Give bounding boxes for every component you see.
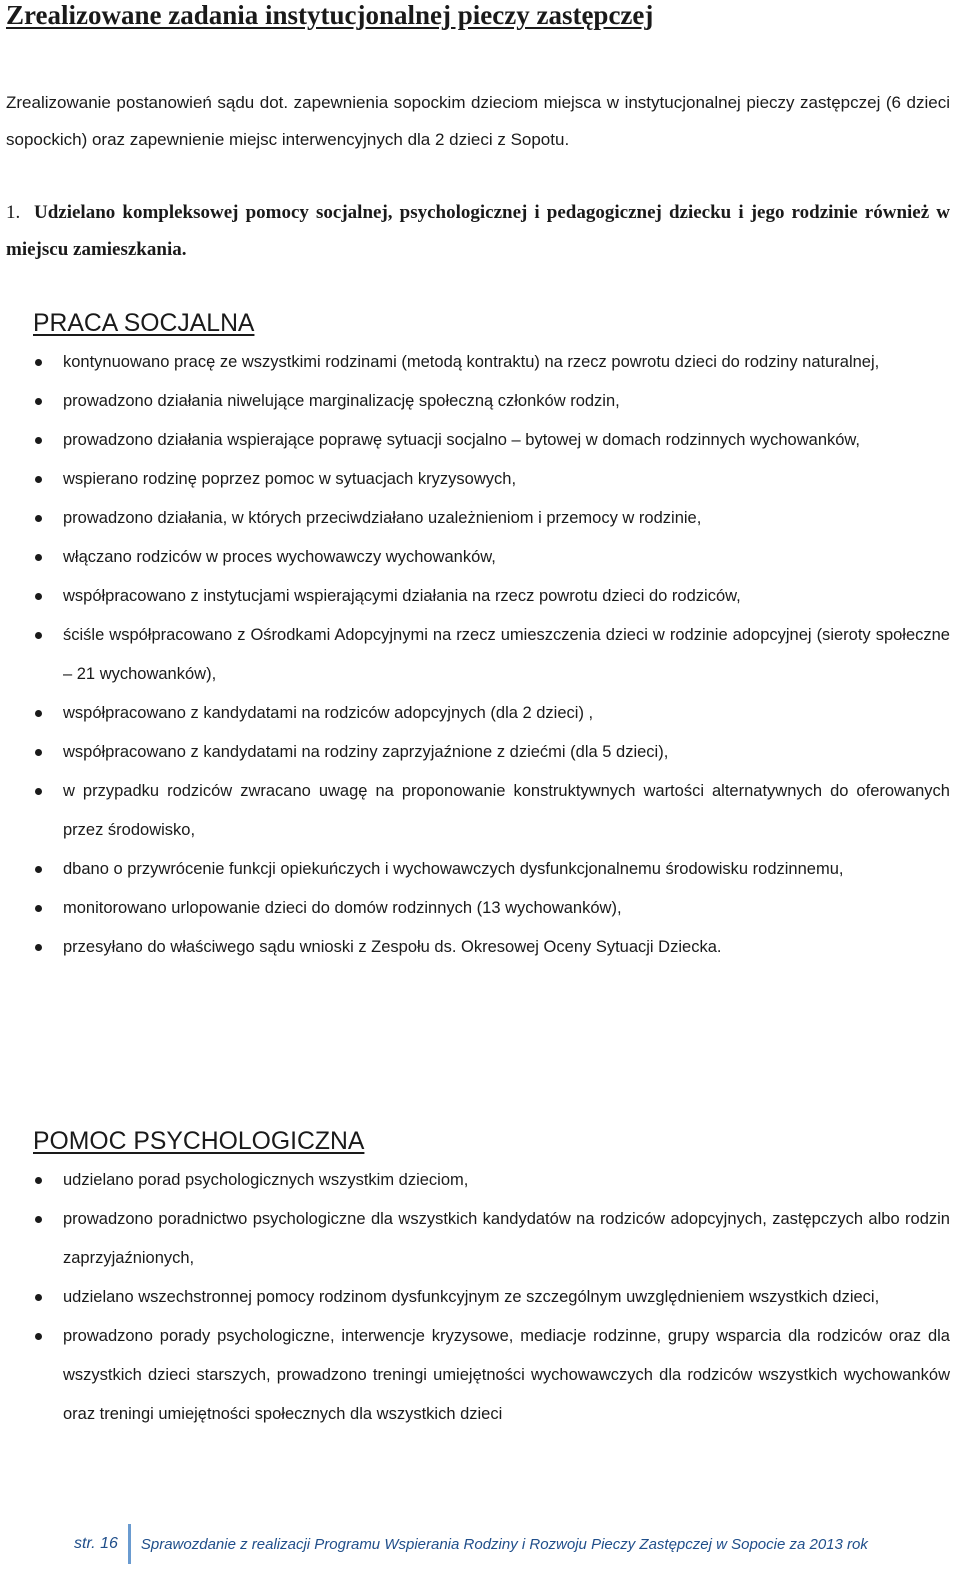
list-item-text: ściśle współpracowano z Ośrodkami Adopcyjnymi na rzecz umieszczenia dzieci w rodzinie adopcyjnej (sieroty społeczne – 21 wychowanków), bbox=[63, 626, 950, 683]
list-item-text: prowadzono porady psychologiczne, interwencje kryzysowe, mediacje rodzinne, grupy wsparcia dla rodziców oraz dla wszystkich dzieci starszych, prowadzono treningi umiejętności wychowawczych dla rodziców wszystkich wychowanków oraz treningi umiejętności społecznych dla wszystkich dzieci bbox=[63, 1327, 950, 1423]
section-heading: PRACA SOCJALNA bbox=[33, 310, 255, 337]
section-praca-socjalna bbox=[33, 304, 950, 967]
footer-divider bbox=[128, 1524, 131, 1564]
list-item bbox=[33, 733, 950, 772]
list-item-text: dbano o przywrócenie funkcji opiekuńczych i wychowawczych dysfunkcjonalnemu środowisku rodzinnemu, bbox=[63, 860, 844, 878]
list-item-text: monitorowano urlopowanie dzieci do domów rodzinnych (13 wychowanków), bbox=[63, 899, 622, 917]
bullet-icon bbox=[35, 359, 42, 366]
list-item bbox=[33, 499, 950, 538]
list-item-text: współpracowano z kandydatami na rodziny zaprzyjaźnione z dziećmi (dla 5 dzieci), bbox=[63, 743, 669, 761]
page-title: Zrealizowane zadania instytucjonalnej pieczy zastępczej bbox=[6, 0, 654, 30]
list-item bbox=[33, 850, 950, 889]
list-item bbox=[33, 343, 950, 382]
bullet-icon bbox=[35, 710, 42, 717]
bullet-icon bbox=[35, 944, 42, 951]
bullet-icon bbox=[35, 632, 42, 639]
bullet-icon bbox=[35, 749, 42, 756]
bullet-icon bbox=[35, 905, 42, 912]
intro-paragraph: Zrealizowanie postanowień sądu dot. zapewnienia sopockim dzieciom miejsca w instytucjonalnej pieczy zastępczej (6 dzieci sopockich) oraz zapewnienie miejsc interwencyjnych dla 2 dzieci z Sopotu. bbox=[6, 93, 950, 149]
section-heading: POMOC PSYCHOLOGICZNA bbox=[33, 1128, 365, 1155]
list-item bbox=[33, 382, 950, 421]
bullet-icon bbox=[35, 1177, 42, 1184]
page-number: str. 16 bbox=[74, 1535, 118, 1552]
bullet-icon bbox=[35, 1216, 42, 1223]
bullet-list bbox=[33, 1161, 950, 1434]
list-item-text: współpracowano z instytucjami wspierającymi działania na rzecz powrotu dzieci do rodziców, bbox=[63, 587, 741, 605]
bullet-icon bbox=[35, 476, 42, 483]
list-item-text: prowadzono działania wspierające poprawę sytuacji socjalno – bytowej w domach rodzinnych wychowanków, bbox=[63, 431, 861, 449]
list-item-text: przesyłano do właściwego sądu wnioski z Zespołu ds. Okresowej Oceny Sytuacji Dziecka. bbox=[63, 938, 722, 956]
list-item-text: w przypadku rodziców zwracano uwagę na proponowanie konstruktywnych wartości alternatywnych do oferowanych przez środowisko, bbox=[63, 782, 950, 839]
list-item bbox=[33, 616, 950, 694]
list-item bbox=[33, 460, 950, 499]
list-item bbox=[33, 889, 950, 928]
list-item bbox=[33, 928, 950, 967]
numbered-point bbox=[6, 194, 950, 268]
bullet-icon bbox=[35, 515, 42, 522]
list-item-text: prowadzono poradnictwo psychologiczne dla wszystkich kandydatów na rodziców adopcyjnych, zastępczych albo rodzin zaprzyjaźnionych, bbox=[63, 1210, 950, 1267]
list-item bbox=[33, 1278, 950, 1317]
bullet-icon bbox=[35, 554, 42, 561]
list-item-text: prowadzono działania, w których przeciwdziałano uzależnieniom i przemocy w rodzinie, bbox=[63, 509, 702, 527]
list-item bbox=[33, 1200, 950, 1278]
list-item bbox=[33, 772, 950, 850]
list-item-text: kontynuowano pracę ze wszystkimi rodzinami (metodą kontraktu) na rzecz powrotu dzieci do rodziny naturalnej, bbox=[63, 353, 880, 371]
section-pomoc-psychologiczna bbox=[33, 1122, 950, 1434]
bullet-icon bbox=[35, 398, 42, 405]
bullet-icon bbox=[35, 866, 42, 873]
list-item bbox=[33, 577, 950, 616]
list-item-text: włączano rodziców w proces wychowawczy wychowanków, bbox=[63, 548, 496, 566]
list-item-text: udzielano wszechstronnej pomocy rodzinom dysfunkcyjnym ze szczególnym uwzględnieniem wszystkich dzieci, bbox=[63, 1288, 880, 1306]
list-item-text: wspierano rodzinę poprzez pomoc w sytuacjach kryzysowych, bbox=[63, 470, 517, 488]
bullet-icon bbox=[35, 1294, 42, 1301]
list-item bbox=[33, 421, 950, 460]
bullet-icon bbox=[35, 1333, 42, 1340]
list-item bbox=[33, 538, 950, 577]
page-footer bbox=[74, 1524, 868, 1564]
bullet-icon bbox=[35, 437, 42, 444]
list-item-text: współpracowano z kandydatami na rodziców adopcyjnych (dla 2 dzieci) , bbox=[63, 704, 594, 722]
point-number: 1. bbox=[6, 202, 21, 223]
bullet-icon bbox=[35, 788, 42, 795]
list-item-text: udzielano porad psychologicznych wszystkim dzieciom, bbox=[63, 1171, 469, 1189]
list-item bbox=[33, 694, 950, 733]
point-text: Udzielano kompleksowej pomocy socjalnej, psychologicznej i pedagogicznej dziecku i jego rodzinie również w miejscu zamieszkania. bbox=[6, 202, 950, 260]
list-item bbox=[33, 1161, 950, 1200]
list-item bbox=[33, 1317, 950, 1434]
bullet-list bbox=[33, 343, 950, 967]
list-item-text: prowadzono działania niwelujące marginalizację społeczną członków rodzin, bbox=[63, 392, 620, 410]
bullet-icon bbox=[35, 593, 42, 600]
report-title: Sprawozdanie z realizacji Programu Wspierania Rodziny i Rozwoju Pieczy Zastępczej w Sopocie za 2013 rok bbox=[140, 1535, 868, 1553]
